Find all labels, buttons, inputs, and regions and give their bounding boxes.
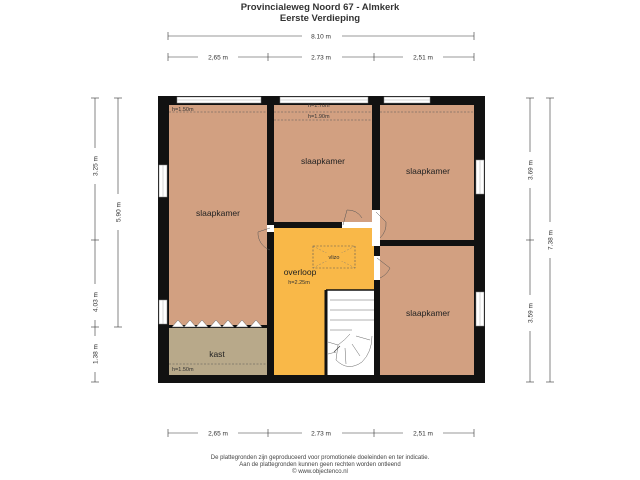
dim-bottom-seg-1: 2,65 m (208, 430, 228, 438)
plan-title: Provincialeweg Noord 67 - Almkerk (240, 2, 400, 13)
copyright-link[interactable]: © www.objectenco.nl (292, 469, 348, 475)
dim-left-mid: 4.03 m (92, 292, 100, 312)
staircase (326, 290, 374, 375)
dim-left-lower: 1.38 m (92, 344, 100, 364)
dim-bottom-seg-2: 2.73 m (311, 430, 331, 438)
height-left-top: h=1.50m (172, 107, 194, 113)
plan-subtitle: Eerste Verdieping (279, 13, 361, 24)
label-landing: overloop (283, 267, 317, 277)
dim-right-upper: 3.69 m (527, 160, 535, 180)
dim-top-seg-1: 2,65 m (208, 54, 228, 62)
height-mid-top-a: h=1.70m (308, 103, 330, 109)
height-storage-bottom: h=1.50m (172, 367, 194, 373)
disclaimer-line-1: De plattegronden zijn geproduceerd voor promotionele doeleinden en ter indicatie. (210, 455, 430, 461)
dim-top-seg-2: 2.73 m (311, 54, 331, 62)
label-bedroom-left: slaapkamer (196, 208, 240, 218)
label-bedroom-right-bottom: slaapkamer (406, 308, 450, 318)
hatch-label: vlizo (328, 255, 340, 261)
dim-left-upper: 3.25 m (92, 156, 100, 176)
dim-top-seg-3: 2,51 m (413, 54, 433, 62)
height-mid-top-b: h=1.90m (308, 114, 330, 120)
label-bedroom-mid: slaapkamer (301, 156, 345, 166)
dim-bottom-seg-3: 2,51 m (413, 430, 433, 438)
dim-left-overall: 5.90 m (115, 202, 123, 222)
label-bedroom-right-top: slaapkamer (406, 166, 450, 176)
dim-total-width: 8.10 m (311, 33, 331, 41)
label-storage: kast (209, 349, 225, 359)
dim-right-overall: 7.38 m (547, 230, 555, 250)
label-landing-height: h=2.25m (288, 280, 310, 286)
disclaimer-line-2: Aan de plattegronden kunnen geen rechten worden ontleend (239, 462, 401, 468)
dim-right-lower: 3.59 m (527, 303, 535, 323)
